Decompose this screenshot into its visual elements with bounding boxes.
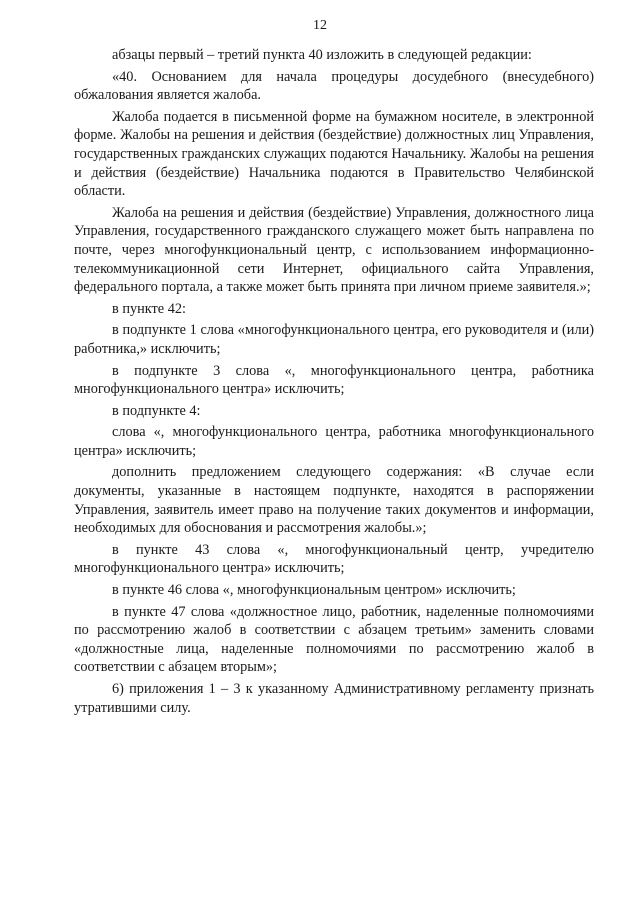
paragraph: абзацы первый – третий пункта 40 изложить в следующей редакции: <box>112 47 532 63</box>
paragraph: в пункте 46 слова «, многофункциональным центром» исключить; <box>112 582 516 599</box>
paragraph: в подпункте 3 слова «, многофункционального центра, работника многофункционального центра» исключить; <box>74 362 594 398</box>
paragraph: слова «, многофункционального центра, работника многофункционального центра» исключить; <box>74 424 594 459</box>
document-body <box>74 46 594 720</box>
paragraph: «40. Основанием для начала процедуры досудебного (внесудебного) обжалования является жалоба. <box>74 68 594 104</box>
page-number: 12 <box>313 18 327 33</box>
paragraph: 6) приложения 1 – 3 к указанному Административному регламенту признать утратившими силу. <box>74 681 594 716</box>
paragraph: в подпункте 4: <box>112 402 201 419</box>
paragraph: в пункте 43 слова «, многофункциональный центр, учредителю многофункционального центра» исключить; <box>74 541 594 577</box>
paragraph: дополнить предложением следующего содержания: «В случае если документы, указанные в настоящем подпункте, находятся в распоряжении Управления, заявитель имеет право на получение таких документов и информации, необходимых для обоснования и рассмотрения жалобы.»; <box>74 464 594 537</box>
paragraph: в подпункте 1 слова «многофункционального центра, его руководителя и (или) работника,» исключить; <box>74 322 594 357</box>
paragraph: в пункте 42: <box>112 300 186 317</box>
paragraph: Жалоба подается в письменной форме на бумажном носителе, в электронной форме. Жалобы на решения и действия (бездействие) должностных лиц Управления, государственных гражданских служащих подаются Начальнику. Жалобы на решения и действия (бездействие) Начальника подаются в Правительство Челябинской области. <box>74 108 594 200</box>
paragraph: Жалоба на решения и действия (бездействие) Управления, должностного лица Управления, государственного гражданского служащего может быть направлена по почте, через многофункциональный центр, с использованием информационно-телекоммуникационной сети Интернет, официального сайта Управления, федерального портала, а также может быть принята при личном приеме заявителя.»; <box>74 204 594 296</box>
paragraph: в пункте 47 слова «должностное лицо, работник, наделенные полномочиями по рассмотрению жалоб в соответствии с абзацем третьим» заменить словами «должностные лица, наделенные полномочиями по рассмотрению жалоб в соответствии с абзацем вторым»; <box>74 603 594 676</box>
